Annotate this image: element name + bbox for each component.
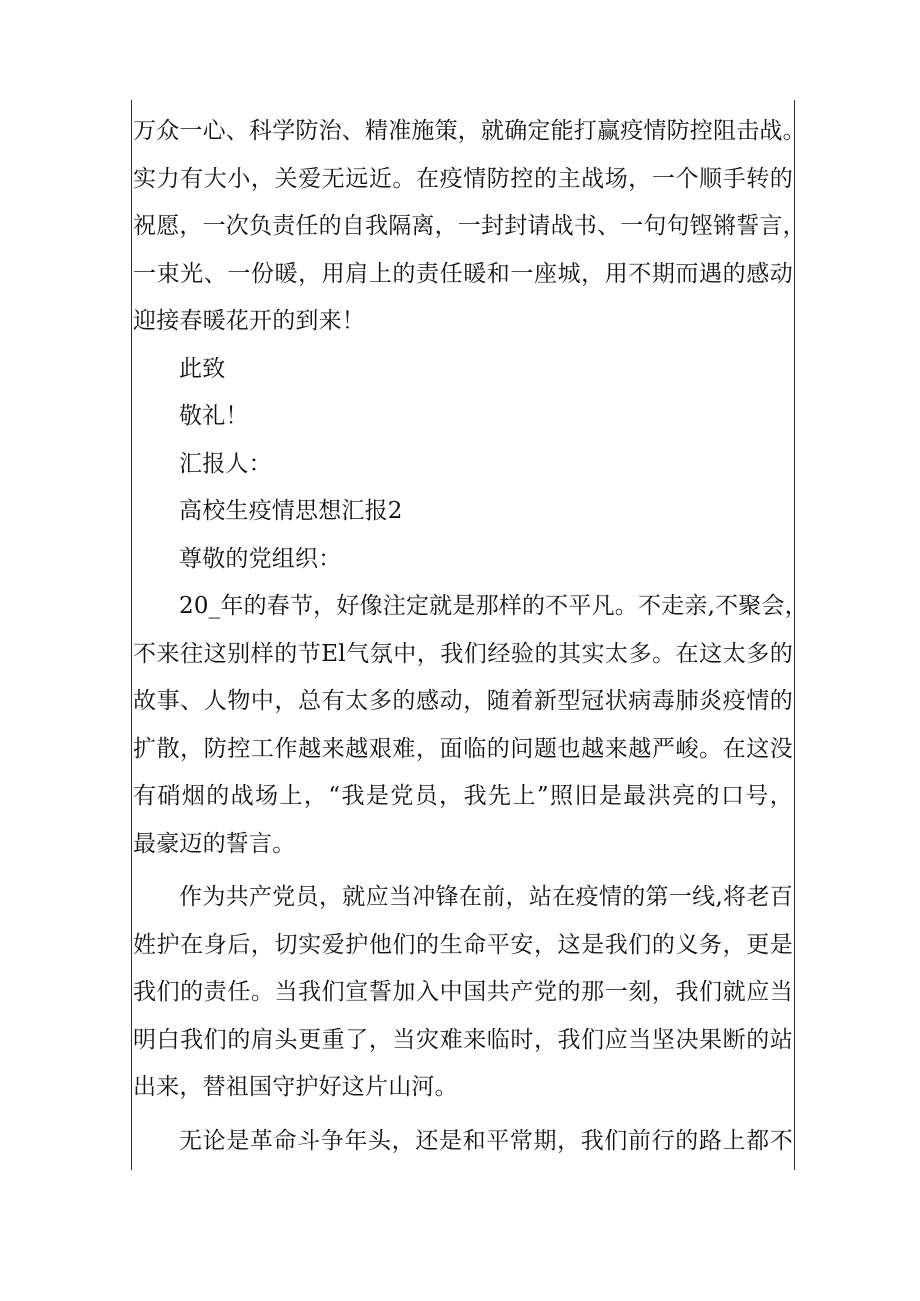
- text-line: 迎接春暖花开的到来！: [133, 308, 365, 334]
- closing-salutation: 此致: [179, 355, 226, 382]
- text-line: 有硝烟的战场上，“我是党员，我先上”照旧是最洪亮的口号，: [133, 783, 793, 809]
- document-body: [133, 108, 808, 1165]
- text-line: 出来，替祖国守护好这片山河。: [133, 1074, 458, 1100]
- text-line: 扩散，防控工作越来越艰难，面临的问题也越来越严峻。在这没: [133, 735, 793, 762]
- text-line: 实力有大小，关爱无远近。在疫情防控的主战场，一个顺手转的: [133, 165, 793, 192]
- greeting: 尊敬的党组织：: [179, 545, 342, 572]
- text-line: 不来往这别样的节El气氛中，我们经验的其实太多。在这太多的: [133, 640, 793, 667]
- text-line: 姓护在身后，切实爱护他们的生命平安，这是我们的义务，更是: [133, 931, 793, 958]
- paragraph-continued: [133, 108, 806, 346]
- text-line: 故事、人物中，总有太多的感动，随着新型冠状病毒肺炎疫情的: [133, 688, 793, 714]
- text-line: 最豪迈的誓言。: [133, 830, 296, 857]
- paragraph-2: [133, 874, 793, 1112]
- text-line: 明白我们的肩头更重了，当灾难来临时，我们应当坚决果断的站: [133, 1026, 793, 1053]
- text-line: 祝愿，一次负责任的自我隔离，一封封请战书、一句句铿锵誓言，: [133, 213, 806, 239]
- text-line: 我们的责任。当我们宣誓加入中国共产党的那一刻，我们就应当: [133, 979, 793, 1005]
- text-line: 万众一心、科学防治、精准施策，就确定能打赢疫情防控阻击战。: [133, 118, 806, 144]
- section-title: 高校生疫情思想汇报2: [179, 498, 403, 524]
- text-line: 无论是革命斗争年头，还是和平常期，我们前行的路上都不: [179, 1127, 793, 1154]
- paragraph-1: [133, 583, 808, 868]
- paragraph-3: [133, 1118, 793, 1166]
- closing-respect: 敬礼！: [179, 403, 249, 429]
- reporter-label: 汇报人：: [179, 450, 272, 477]
- text-line: 作为共产党员，就应当冲锋在前，站在疫情的第一线,将老百: [179, 884, 793, 910]
- text-line: 一束光、一份暖，用肩上的责任暖和一座城，用不期而遇的感动: [133, 260, 793, 287]
- text-line: 20_年的春节，好像注定就是那样的不平凡。不走亲,不聚会，: [179, 593, 808, 619]
